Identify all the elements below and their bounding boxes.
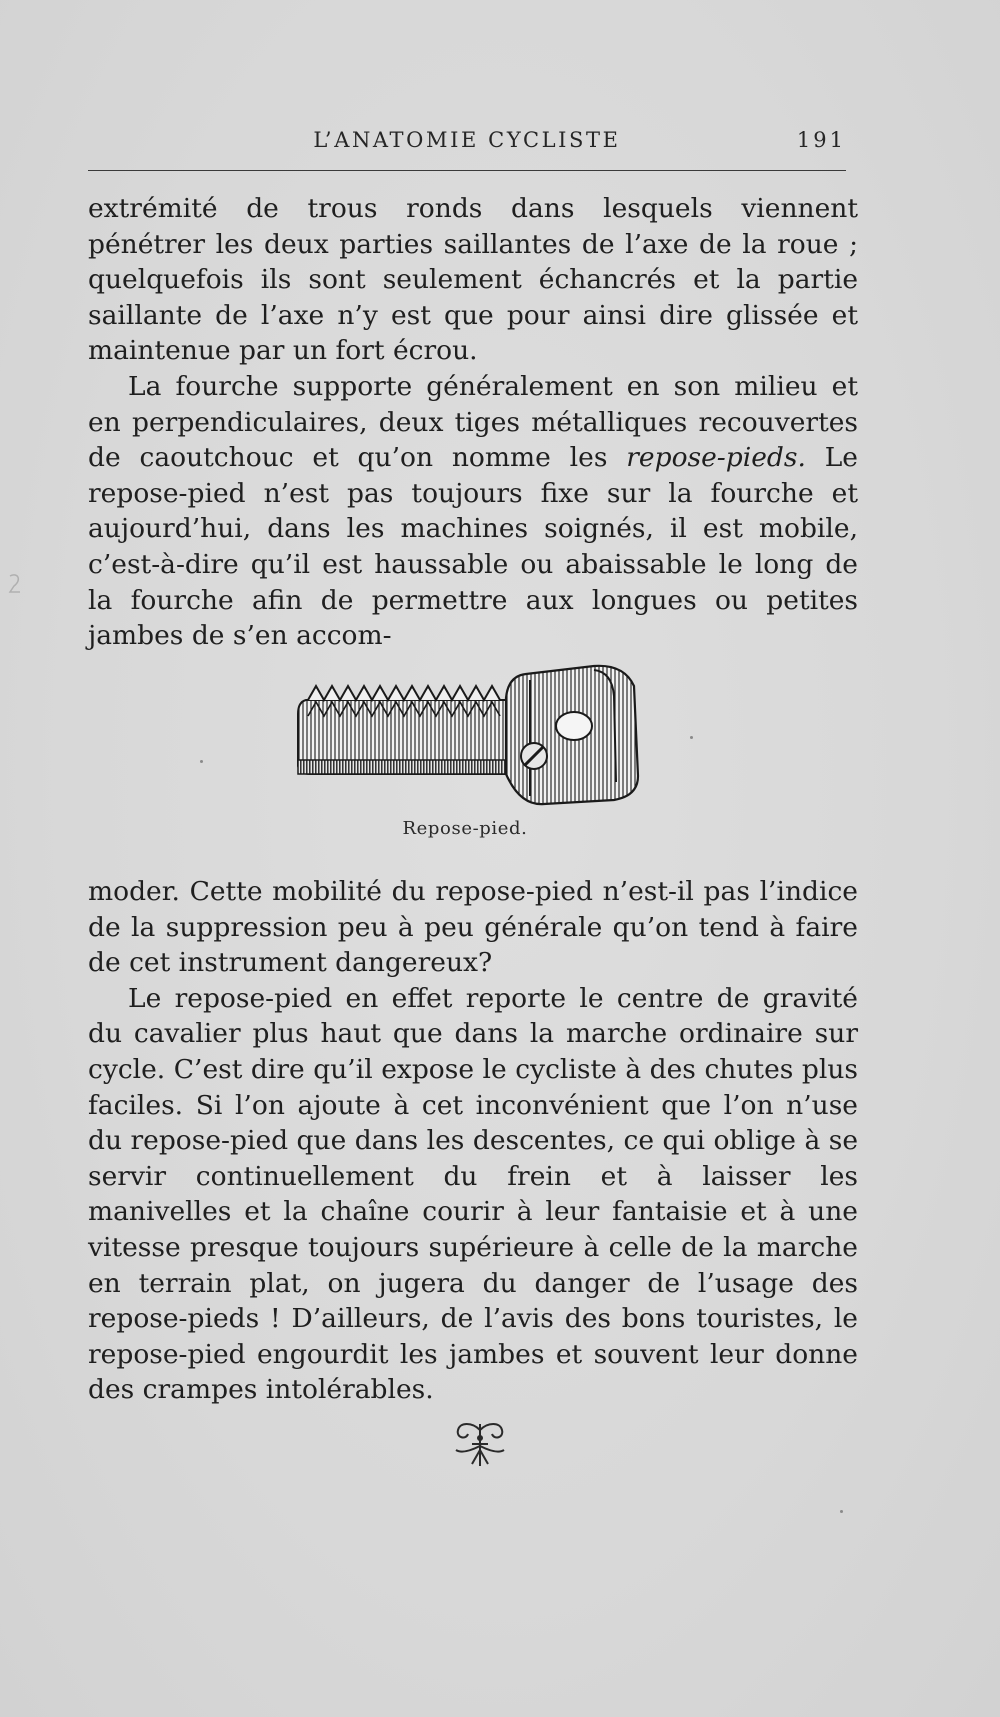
- paragraph: Le repose-pied en effet reporte le centre de gravité du cavalier plus haut que dans la marche ordinaire sur cycle. C’est dire qu’il expose le cycliste à des chutes plus faciles. Si l’on ajoute à cet inconvénient que l’on n’use du repose-pied que dans les descentes, ce qui oblige à se servir continuellement du frein et à laisser les manivelles et la chaîne courir à leur fantaisie et à une vitesse presque toujours supérieure à celle de la marche en terrain plat, on jugera du danger de l’usage des repose-pieds ! D’ailleurs, de l’avis des bons touristes, le repose-pied engourdit les jambes et souvent leur donne des crampes intolérables.: [88, 982, 858, 1406]
- paragraph-text: La fourche supporte généralement en son milieu et en perpendiculaires, deux tiges métalliques recouvertes de caoutchouc et qu’on nomme les: [88, 370, 858, 474]
- page-number: 191: [796, 128, 846, 152]
- paper-speck: [690, 736, 693, 739]
- figure-caption: Repose-pied.: [402, 818, 528, 839]
- header-rule: [88, 170, 846, 171]
- fleuron-icon: [450, 1420, 510, 1470]
- paper-speck: [840, 1510, 843, 1513]
- paragraph: moder. Cette mobilité du repose-pied n’est-il pas l’indice de la suppression peu à peu générale qu’on tend à faire de cet instrument dangereux?: [88, 876, 858, 979]
- paragraph: extrémité de trous ronds dans lesquels viennent pénétrer les deux parties saillantes de l’axe de la roue ; quelquefois ils sont seulement échancrés et la partie saillante de l’axe n’y est que pour ainsi dire glissée et maintenue par un fort écrou.: [88, 193, 858, 367]
- running-head: [88, 128, 846, 162]
- paragraph-repose-pieds: [88, 369, 858, 654]
- paper-speck: [200, 760, 203, 763]
- text-block-top: [88, 191, 858, 654]
- paragraph-text: Le repose-pied n’est pas toujours fixe sur la fourche et aujourd’hui, dans les machines soignés, il est mobile, c’est-à-dire qu’il est haussable ou abaissable le long de la fourche afin de permettre aux longues ou petites jambes de s’en accom-: [88, 442, 858, 652]
- italic-term: repose-pieds.: [626, 442, 806, 474]
- text-block-bottom: [88, 874, 858, 1408]
- repose-pied-engraving: [294, 656, 648, 810]
- margin-mark-icon: [4, 570, 28, 600]
- running-title: L’ANATOMIE CYCLISTE: [313, 128, 621, 152]
